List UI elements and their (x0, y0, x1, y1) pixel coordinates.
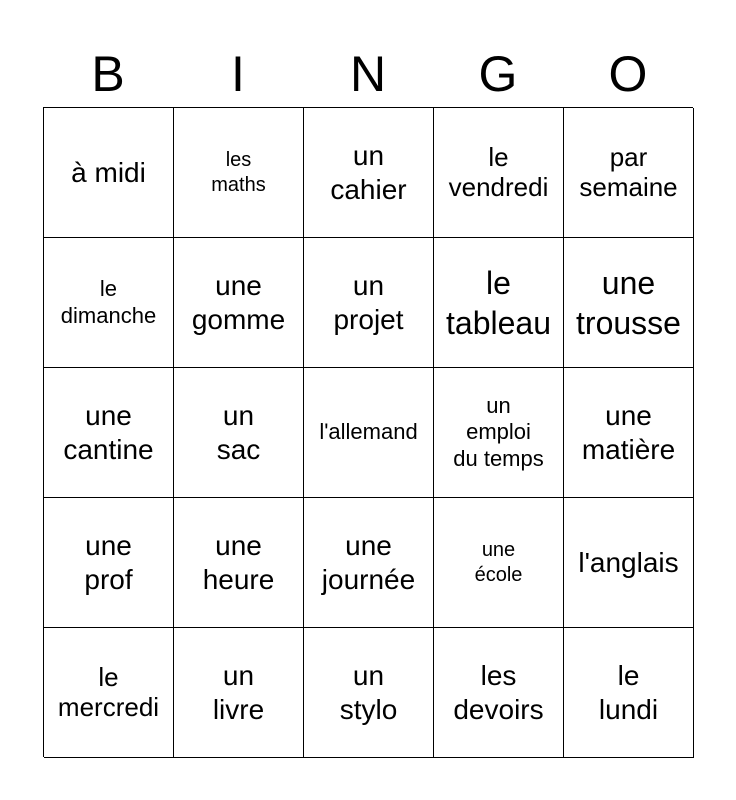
bingo-cell[interactable]: les maths (174, 108, 304, 238)
header-letter-g: G (478, 46, 518, 102)
bingo-cell[interactable]: les devoirs (434, 628, 564, 758)
bingo-board (43, 107, 693, 757)
bingo-cell[interactable]: un sac (174, 368, 304, 498)
bingo-cell[interactable]: une prof (44, 498, 174, 628)
bingo-cell[interactable]: l'allemand (304, 368, 434, 498)
bingo-cell[interactable]: par semaine (564, 108, 694, 238)
bingo-cell[interactable]: le vendredi (434, 108, 564, 238)
bingo-cell[interactable]: le dimanche (44, 238, 174, 368)
bingo-cell[interactable]: un stylo (304, 628, 434, 758)
bingo-cell[interactable]: une journée (304, 498, 434, 628)
bingo-cell[interactable]: une trousse (564, 238, 694, 368)
header-letter-b: B (91, 46, 125, 102)
bingo-cell[interactable]: une école (434, 498, 564, 628)
bingo-cell[interactable]: un emploi du temps (434, 368, 564, 498)
bingo-cell[interactable]: à midi (44, 108, 174, 238)
bingo-cell[interactable]: une cantine (44, 368, 174, 498)
bingo-cell[interactable]: un cahier (304, 108, 434, 238)
bingo-cell[interactable]: le tableau (434, 238, 564, 368)
bingo-cell[interactable]: l'anglais (564, 498, 694, 628)
bingo-cell[interactable]: le mercredi (44, 628, 174, 758)
bingo-cell[interactable]: le lundi (564, 628, 694, 758)
header-letter-o: O (608, 46, 648, 102)
bingo-header (43, 40, 693, 108)
header-letter-i: I (231, 46, 245, 102)
bingo-cell[interactable]: une matière (564, 368, 694, 498)
bingo-cell[interactable]: une gomme (174, 238, 304, 368)
header-letter-n: N (349, 46, 387, 102)
bingo-cell[interactable]: une heure (174, 498, 304, 628)
bingo-cell[interactable]: un projet (304, 238, 434, 368)
bingo-cell[interactable]: un livre (174, 628, 304, 758)
